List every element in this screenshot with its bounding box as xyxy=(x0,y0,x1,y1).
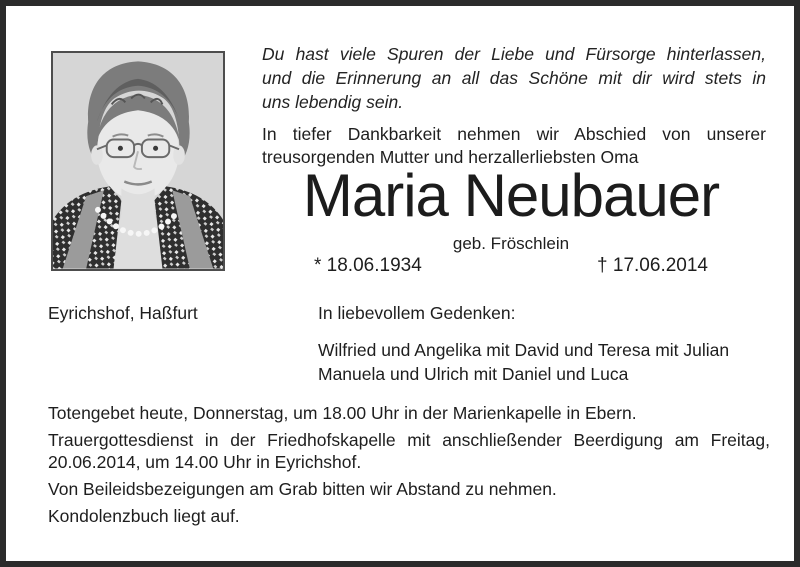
birth-date: * 18.06.1934 xyxy=(314,255,422,276)
life-dates xyxy=(262,255,766,277)
mourners-line: Wilfried und Angelika mit David und Teresa mit Julian xyxy=(318,340,730,360)
obituary-content xyxy=(6,6,794,561)
prayer-announcement: Totengebet heute, Donnerstag, um 18.00 Uhr in der Marienkapelle in Ebern. xyxy=(48,403,637,423)
mourners-line: Manuela und Ulrich mit Daniel und Luca xyxy=(318,364,629,384)
memorial-quote-line: Du hast viele Spuren der Liebe und Fürsorge hinterlassen, xyxy=(262,44,766,64)
service-announcement xyxy=(48,429,770,473)
portrait-photo xyxy=(51,51,225,271)
mourners-list xyxy=(318,338,778,386)
memorial-quote-line: und die Erinnerung an all das Schöne mit dir wird stets in xyxy=(262,68,766,88)
maiden-name: geb. Fröschlein xyxy=(452,234,570,253)
farewell-intro-line: In tiefer Dankbarkeit nehmen wir Abschied von unserer xyxy=(262,124,766,144)
remembrance-heading: In liebevollem Gedenken: xyxy=(318,303,516,323)
memorial-quote-line: uns lebendig sein. xyxy=(262,92,404,112)
portrait-photo-illustration xyxy=(53,53,223,269)
farewell-intro-line: treusorgenden Mutter und herzallerliebsten Oma xyxy=(262,147,639,167)
condolence-note: Von Beileidsbezeigungen am Grab bitten wir Abstand zu nehmen. xyxy=(48,479,557,499)
memorial-quote xyxy=(262,42,766,114)
service-announcement-line: 20.06.2014, um 14.00 Uhr in Eyrichshof. xyxy=(48,452,362,472)
funeral-announcements xyxy=(48,402,770,532)
death-date: † 17.06.2014 xyxy=(597,255,708,276)
deceased-name: Maria Neubauer xyxy=(302,162,720,229)
places-line: Eyrichshof, Haßfurt xyxy=(48,303,198,323)
condolence-book-note: Kondolenzbuch liegt auf. xyxy=(48,506,240,526)
service-announcement-line: Trauergottesdienst in der Friedhofskapelle mit anschließender Beerdigung am Freitag, xyxy=(48,430,770,450)
